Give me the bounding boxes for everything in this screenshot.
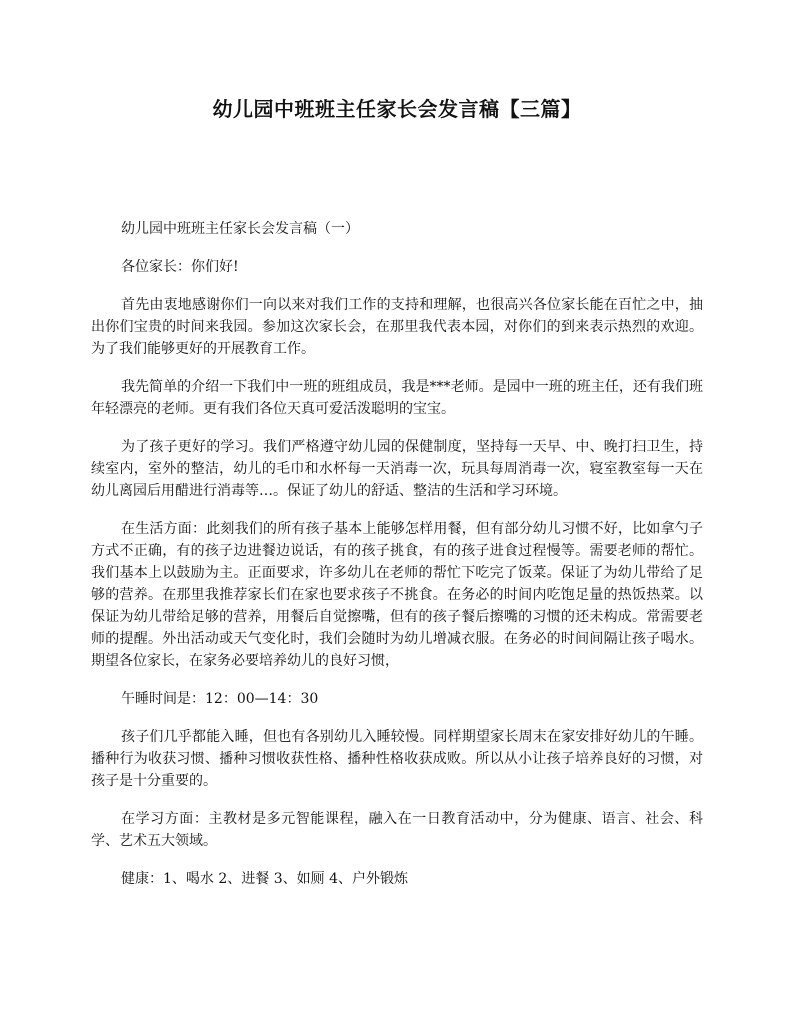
paragraph: 孩子们几乎都能入睡，但也有各别幼儿入睡较慢。同样期望家长周末在家安排好幼儿的午睡。播种行为收获习惯、播种习惯收获性格、播种性格收获成败。所以从小让孩子培养良好的习惯，对孩子是十分重要的。	[91, 729, 703, 789]
greeting-paragraph: 各位家长：你们好!	[121, 259, 239, 275]
document-body	[91, 218, 703, 906]
paragraph: 在生活方面：此刻我们的所有孩子基本上能够怎样用餐，但有部分幼儿习惯不好，比如拿勺子方式不正确，有的孩子边进餐边说话，有的孩子挑食，有的孩子进食过程慢等。需要老师的帮忙。我们基本上以鼓励为主。正面要求，许多幼儿在老师的帮忙下吃完了饭菜。保证了为幼儿带给了足够的营养。在那里我推荐家长们在家也要求孩子不挑食。在务必的时间内吃饱足量的热饭热菜。以保证为幼儿带给足够的营养，用餐后自觉擦嘴，但有的孩子餐后擦嘴的习惯的还未构成。常需要老师的提醒。外出活动或天气变化时，我们会随时为幼儿增减衣服。在务必的时间间隔让孩子喝水。期望各位家长，在家务必要培养幼儿的良好习惯，	[91, 521, 703, 669]
paragraph: 首先由衷地感谢你们一向以来对我们工作的支持和理解，也很高兴各位家长能在百忙之中，抽出你们宝贵的时间来我园。参加这次家长会，在那里我代表本园，对你们的到来表示热烈的欢迎。为了我们能够更好的开展教育工作。	[91, 297, 703, 357]
nap-time-paragraph: 午睡时间是：12：00—14：30	[121, 691, 319, 707]
paragraph: 在学习方面：主教材是多元智能课程，融入在一日教育活动中，分为健康、语言、社会、科学、艺术五大领域。	[91, 811, 703, 849]
health-list-paragraph: 健康：1、喝水 2、进餐 3、如厕 4、户外锻炼	[121, 871, 408, 887]
paragraph: 为了孩子更好的学习。我们严格遵守幼儿园的保健制度，坚持每一天早、中、晚打扫卫生，持续室内，室外的整洁，幼儿的毛巾和水杯每一天消毒一次，玩具每周消毒一次，寝室教室每一天在幼儿离园后用醋进行消毒等…。保证了幼儿的舒适、整洁的生活和学习环境。	[91, 439, 703, 499]
section-heading: 幼儿园中班班主任家长会发言稿（一）	[121, 221, 359, 237]
paragraph: 我先简单的介绍一下我们中一班的班组成员，我是***老师。是园中一班的班主任，还有我们班年轻漂亮的老师。更有我们各位天真可爱活泼聪明的宝宝。	[91, 379, 703, 417]
document-title: 幼儿园中班班主任家长会发言稿【三篇】	[212, 97, 582, 121]
